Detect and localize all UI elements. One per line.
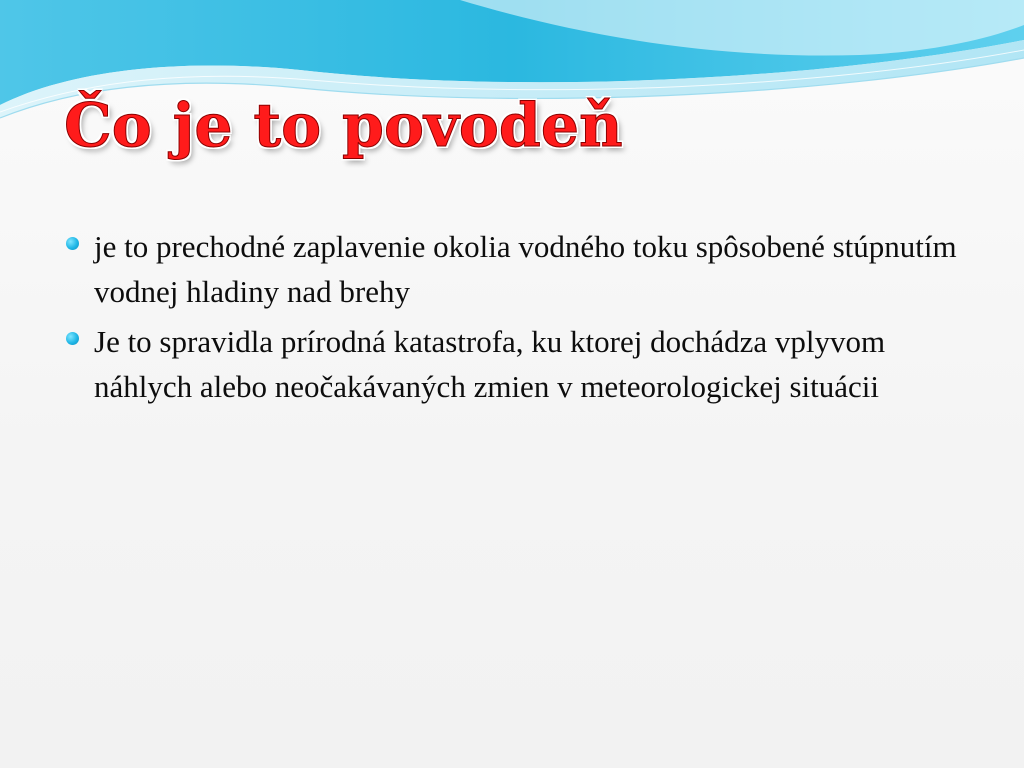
list-item: [66, 319, 966, 409]
bullet-text: je to prechodné zaplavenie okolia vodného toku spôsobené stúpnutím vodnej hladiny nad brehy: [94, 229, 957, 309]
slide-title: Čo je to povodeň: [64, 91, 623, 161]
list-item: [66, 224, 966, 314]
bullet-icon: [66, 237, 79, 250]
bullet-icon: [66, 332, 79, 345]
bullet-text: Je to spravidla prírodná katastrofa, ku ktorej dochádza vplyvom náhlych alebo neočakávaných zmien v meteorologickej situácii: [94, 324, 886, 404]
bullet-list: [66, 224, 966, 414]
